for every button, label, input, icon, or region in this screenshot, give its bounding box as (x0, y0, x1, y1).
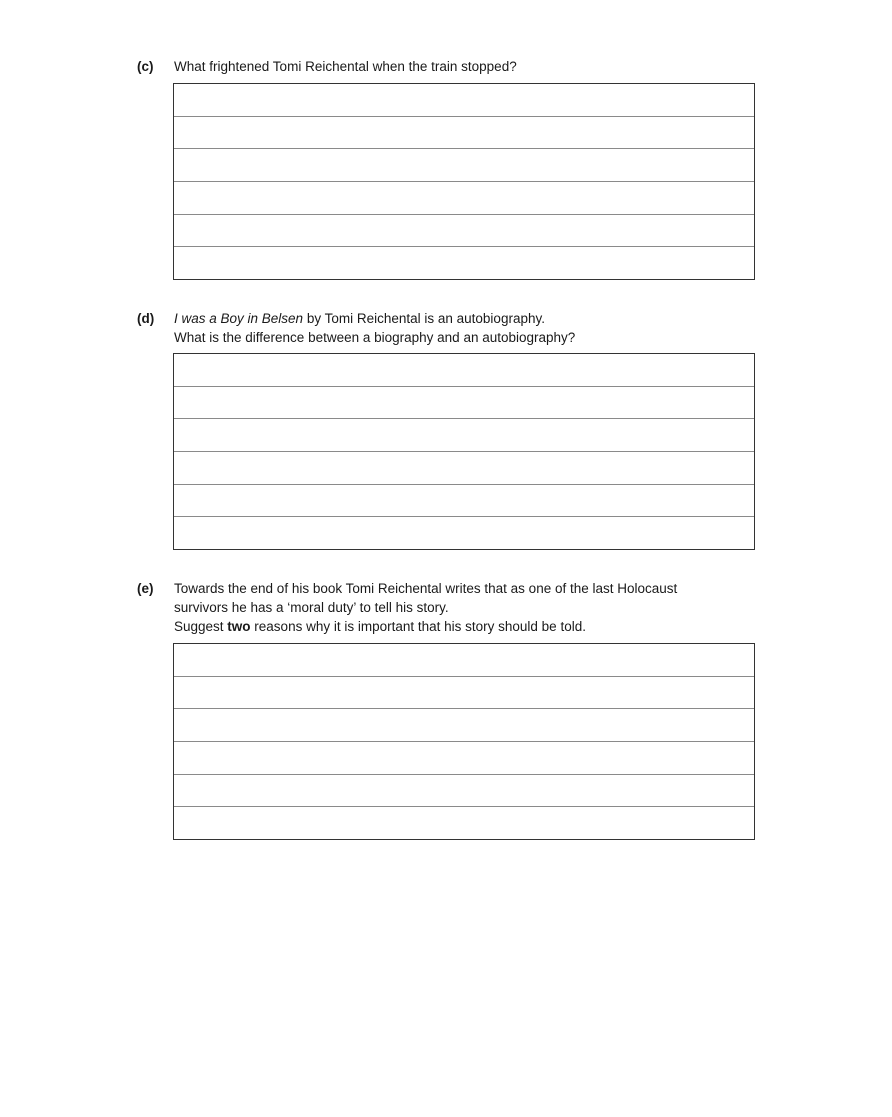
answer-line[interactable] (174, 677, 754, 710)
answer-box-e[interactable] (173, 643, 755, 840)
question-line (174, 579, 764, 598)
question-text-segment: What is the difference between a biography and an autobiography? (174, 330, 576, 345)
question-text (174, 57, 764, 76)
question-text-segment: reasons why it is important that his story should be told. (250, 619, 586, 634)
book-title: I was a Boy in Belsen (174, 311, 304, 326)
question-number: (c) (137, 59, 154, 74)
answer-line[interactable] (174, 644, 754, 677)
question-line (174, 598, 764, 617)
question-text (174, 579, 764, 636)
answer-line[interactable] (174, 149, 754, 182)
answer-line[interactable] (174, 84, 754, 117)
answer-line[interactable] (174, 742, 754, 775)
question-line (174, 57, 764, 76)
answer-line[interactable] (174, 182, 754, 215)
question-line (174, 328, 764, 347)
answer-box-c[interactable] (173, 83, 755, 280)
answer-line[interactable] (174, 247, 754, 280)
answer-line[interactable] (174, 807, 754, 840)
answer-line[interactable] (174, 452, 754, 485)
question-text-segment: Suggest (174, 619, 228, 634)
question-text-segment: What frightened Tomi Reichental when the train stopped? (174, 59, 517, 74)
question-number: (e) (137, 581, 154, 596)
question-number: (d) (137, 311, 155, 326)
answer-line[interactable] (174, 117, 754, 150)
question-text (174, 309, 764, 347)
answer-line[interactable] (174, 775, 754, 808)
emphasis-two: two (227, 619, 251, 634)
question-line (174, 309, 764, 328)
answer-line[interactable] (174, 387, 754, 420)
question-text-segment: survivors he has a ‘moral duty’ to tell his story. (174, 600, 449, 615)
answer-line[interactable] (174, 709, 754, 742)
question-text-segment: Towards the end of his book Tomi Reichental writes that as one of the last Holocaust (174, 581, 678, 596)
answer-line[interactable] (174, 354, 754, 387)
answer-line[interactable] (174, 215, 754, 248)
answer-line[interactable] (174, 419, 754, 452)
answer-box-d[interactable] (173, 353, 755, 550)
question-line (174, 617, 764, 636)
question-text-segment: by Tomi Reichental is an autobiography. (303, 311, 545, 326)
answer-line[interactable] (174, 485, 754, 518)
answer-line[interactable] (174, 517, 754, 550)
